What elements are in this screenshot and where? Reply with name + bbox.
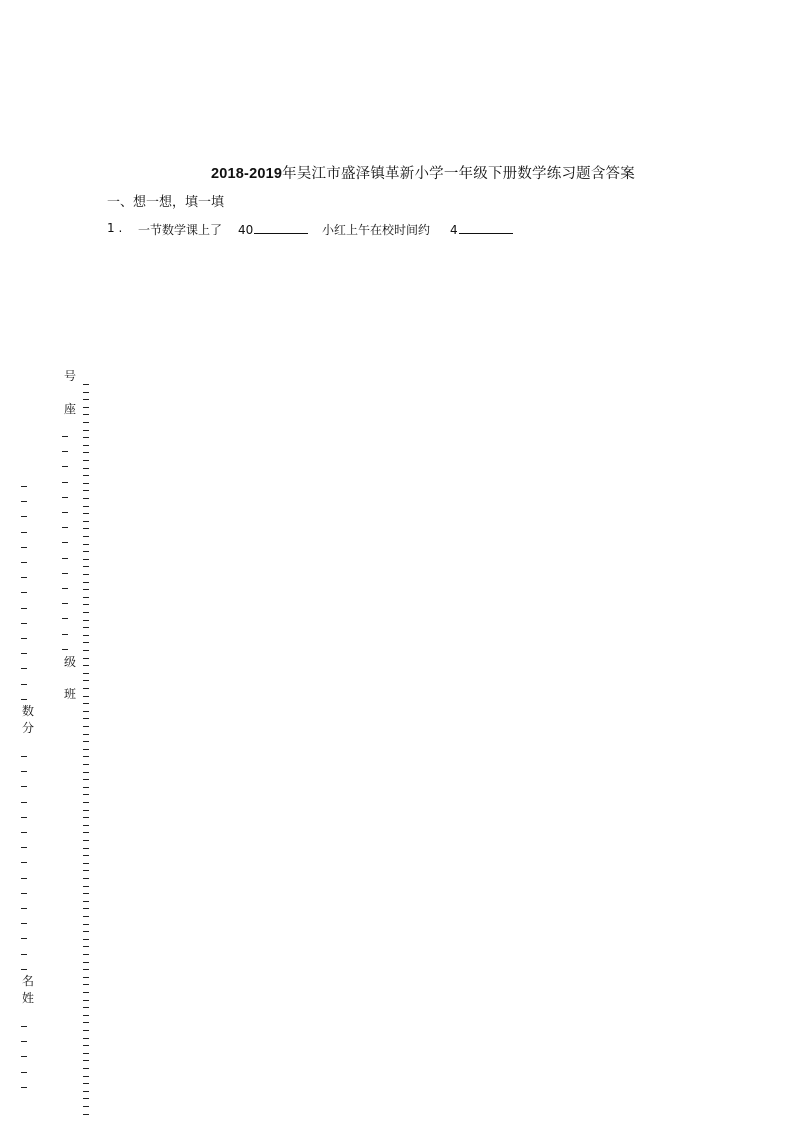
binding-line-dash <box>83 422 89 423</box>
binding-line-dash <box>62 527 68 528</box>
binding-line-dash <box>62 466 68 467</box>
binding-line-dash <box>21 878 27 879</box>
binding-line-dash <box>21 862 27 863</box>
binding-line-dash <box>21 501 27 502</box>
binding-line-dash <box>62 497 68 498</box>
label-seat-no-2: 座 <box>63 402 76 416</box>
binding-line-dash <box>83 855 89 856</box>
binding-line-dash <box>83 718 89 719</box>
binding-line-dash <box>21 893 27 894</box>
binding-line-dash <box>83 962 89 963</box>
question-part-b-text: 小红上午在校时间约 <box>322 223 431 237</box>
binding-line-dash <box>83 544 89 545</box>
binding-line-dash <box>83 1030 89 1031</box>
binding-line-dash <box>21 847 27 848</box>
binding-line-dash <box>83 703 89 704</box>
label-score-1: 数 <box>21 704 34 718</box>
title-text: 年吴江市盛泽镇革新小学一年级下册数学练习题含答案 <box>282 166 635 182</box>
binding-line-dash <box>83 764 89 765</box>
binding-line-dash <box>83 430 89 431</box>
binding-line-dash <box>83 1076 89 1077</box>
binding-line-dash <box>21 771 27 772</box>
binding-line-dash <box>83 513 89 514</box>
binding-line-dash <box>83 946 89 947</box>
binding-line-dash <box>83 1083 89 1084</box>
binding-line-dash <box>21 832 27 833</box>
binding-line-dash <box>83 711 89 712</box>
binding-line-dash <box>21 592 27 593</box>
binding-line-dash <box>83 977 89 978</box>
binding-line-dash <box>21 802 27 803</box>
binding-line-dash <box>83 772 89 773</box>
binding-line-dash <box>83 1114 89 1115</box>
answer-blank <box>459 221 513 234</box>
binding-line-dash <box>21 653 27 654</box>
binding-line-dash <box>83 726 89 727</box>
binding-line-dash <box>83 1091 89 1092</box>
binding-line-dash <box>21 817 27 818</box>
binding-line-dash <box>83 992 89 993</box>
binding-line-dash <box>83 635 89 636</box>
binding-line-dash <box>83 483 89 484</box>
binding-line-dash <box>62 573 68 574</box>
binding-line-dash <box>83 802 89 803</box>
binding-line-dash <box>83 673 89 674</box>
binding-line-dash <box>83 863 89 864</box>
binding-line-dash <box>83 969 89 970</box>
binding-line-dash <box>83 445 89 446</box>
binding-line-dash <box>83 627 89 628</box>
title-year: 2018-2019 <box>211 166 283 182</box>
binding-line-dash <box>62 436 68 437</box>
binding-line-dash <box>83 794 89 795</box>
binding-line-dash <box>83 1068 89 1069</box>
binding-line-dash <box>21 756 27 757</box>
binding-line-dash <box>83 908 89 909</box>
binding-line-dash <box>83 901 89 902</box>
binding-line-dash <box>62 451 68 452</box>
binding-line-dash <box>21 699 27 700</box>
label-name-1: 名 <box>21 974 34 988</box>
binding-line-dash <box>83 954 89 955</box>
label-class-2: 班 <box>63 687 76 701</box>
binding-line-dash <box>62 558 68 559</box>
binding-line-dash <box>83 1060 89 1061</box>
binding-line-dash <box>21 547 27 548</box>
binding-line-dash <box>21 938 27 939</box>
document-title <box>211 162 635 183</box>
binding-line-dash <box>83 696 89 697</box>
binding-line-dash <box>62 542 68 543</box>
binding-line-dash <box>21 638 27 639</box>
binding-line-dash <box>21 516 27 517</box>
binding-line-dash <box>83 931 89 932</box>
binding-line-dash <box>21 1087 27 1088</box>
binding-line-dash <box>83 475 89 476</box>
question-part-a-text: 一节数学课上了 <box>138 223 223 237</box>
answer-blank <box>254 221 308 234</box>
binding-line-dash <box>62 618 68 619</box>
binding-line-dash <box>21 1056 27 1057</box>
binding-line-dash <box>83 521 89 522</box>
binding-line-dash <box>83 680 89 681</box>
binding-line-dash <box>83 1007 89 1008</box>
question-part-a-answer <box>238 221 308 237</box>
binding-line-dash <box>21 486 27 487</box>
binding-line-dash <box>83 1053 89 1054</box>
binding-line-dash <box>21 532 27 533</box>
binding-line-dash <box>62 588 68 589</box>
binding-line-dash <box>83 620 89 621</box>
binding-line-dash <box>62 634 68 635</box>
binding-line-dash <box>83 536 89 537</box>
label-score-2: 分 <box>21 721 34 735</box>
binding-margin <box>0 0 110 1124</box>
binding-line-dash <box>83 399 89 400</box>
binding-line-dash <box>83 749 89 750</box>
section-heading: 一、想一想，填一填 <box>107 195 225 210</box>
binding-line-dash <box>83 528 89 529</box>
question-number: 1 . <box>107 221 123 235</box>
binding-line-dash <box>83 832 89 833</box>
binding-line-dash <box>83 734 89 735</box>
binding-line-dash <box>83 566 89 567</box>
binding-line-dash <box>83 688 89 689</box>
binding-line-dash <box>83 886 89 887</box>
binding-line-dash <box>83 878 89 879</box>
binding-line-dash <box>83 1038 89 1039</box>
label-name-2: 姓 <box>21 991 34 1005</box>
binding-line-dash <box>83 384 89 385</box>
binding-line-dash <box>83 741 89 742</box>
binding-line-dash <box>83 468 89 469</box>
binding-line-dash <box>83 506 89 507</box>
binding-line-dash <box>83 924 89 925</box>
binding-line-dash <box>83 825 89 826</box>
label-class-1: 级 <box>63 655 76 669</box>
question-part-b-answer <box>450 221 513 237</box>
binding-line-dash <box>83 756 89 757</box>
binding-line-dash <box>83 650 89 651</box>
binding-line-dash <box>21 1072 27 1073</box>
binding-line-dash <box>83 642 89 643</box>
binding-line-dash <box>83 779 89 780</box>
binding-line-dash <box>21 684 27 685</box>
binding-line-dash <box>83 498 89 499</box>
binding-line-dash <box>83 658 89 659</box>
binding-line-dash <box>83 848 89 849</box>
binding-line-dash <box>83 1098 89 1099</box>
binding-line-dash <box>83 1022 89 1023</box>
binding-line-dash <box>83 589 89 590</box>
binding-line-dash <box>83 612 89 613</box>
binding-line-dash <box>83 574 89 575</box>
binding-line-dash <box>83 870 89 871</box>
binding-line-dash <box>21 668 27 669</box>
binding-line-dash <box>83 437 89 438</box>
binding-line-dash <box>21 908 27 909</box>
binding-line-dash <box>21 923 27 924</box>
binding-line-dash <box>21 562 27 563</box>
answer-value: 40 <box>238 223 254 237</box>
binding-line-dash <box>83 1045 89 1046</box>
binding-line-dash <box>83 787 89 788</box>
binding-line-dash <box>62 512 68 513</box>
binding-line-dash <box>21 1026 27 1027</box>
binding-line-dash <box>83 916 89 917</box>
answer-value: 4 <box>450 223 458 237</box>
binding-line-dash <box>21 623 27 624</box>
binding-line-dash <box>62 603 68 604</box>
binding-line-dash <box>62 482 68 483</box>
binding-line-dash <box>21 786 27 787</box>
binding-line-dash <box>83 665 89 666</box>
binding-line-dash <box>83 392 89 393</box>
binding-line-dash <box>83 1015 89 1016</box>
binding-line-dash <box>21 954 27 955</box>
binding-line-dash <box>83 840 89 841</box>
binding-line-dash <box>83 1106 89 1107</box>
binding-line-dash <box>21 608 27 609</box>
binding-line-dash <box>83 1000 89 1001</box>
binding-line-dash <box>83 460 89 461</box>
binding-line-dash <box>83 810 89 811</box>
binding-line-dash <box>83 414 89 415</box>
binding-line-dash <box>83 893 89 894</box>
binding-line-dash <box>21 1041 27 1042</box>
binding-line-dash <box>83 559 89 560</box>
binding-line-dash <box>83 551 89 552</box>
binding-line-dash <box>83 817 89 818</box>
label-seat-no-1: 号 <box>63 369 76 383</box>
binding-line-dash <box>21 969 27 970</box>
binding-line-dash <box>21 577 27 578</box>
binding-line-dash <box>83 604 89 605</box>
binding-line-dash <box>83 490 89 491</box>
binding-line-dash <box>83 597 89 598</box>
binding-line-dash <box>83 939 89 940</box>
binding-line-dash <box>83 407 89 408</box>
binding-line-dash <box>83 984 89 985</box>
binding-line-dash <box>83 452 89 453</box>
binding-line-dash <box>83 582 89 583</box>
binding-line-dash <box>62 649 68 650</box>
